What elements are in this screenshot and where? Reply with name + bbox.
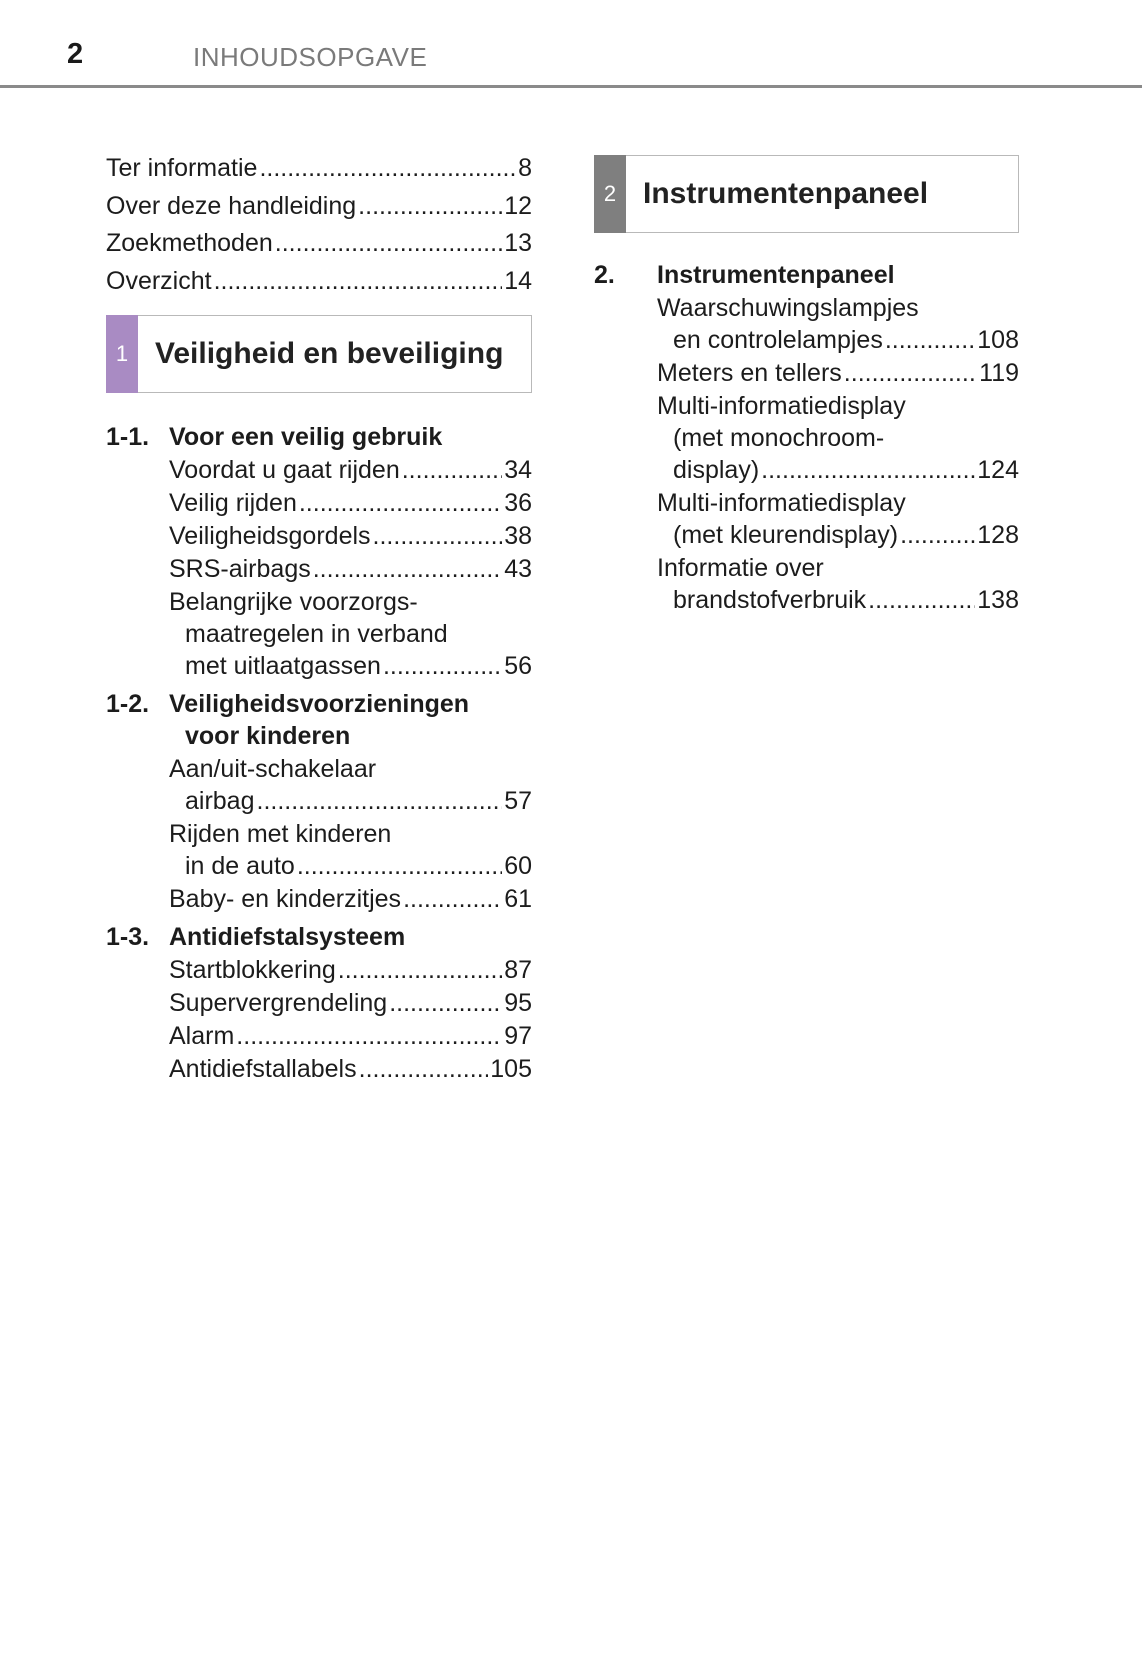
page-header [0, 0, 1142, 90]
toc-entry-line: Waarschuwingslampjes [657, 294, 919, 322]
toc-entry-title: Meters en tellers [657, 359, 842, 387]
toc-entry-title: Baby- en kinderzitjes [169, 885, 402, 913]
toc-entry-page: 87 [504, 956, 532, 984]
section-number: 2. [594, 261, 615, 289]
toc-entry[interactable] [657, 357, 1019, 389]
toc-entry[interactable] [106, 263, 532, 301]
dot-leader [402, 454, 502, 486]
toc-entry-title: en controlelampjes [673, 326, 883, 354]
section-heading[interactable] [594, 259, 1019, 291]
toc-entry-title: Overzicht [106, 266, 212, 295]
chapter-2 [594, 155, 1019, 616]
dot-leader [236, 1020, 502, 1052]
toc-entry[interactable] [106, 225, 532, 263]
dot-leader [359, 1053, 489, 1085]
chapter-header-box[interactable] [594, 155, 1019, 233]
toc-entry-line: Rijden met kinderen [169, 820, 392, 848]
chapter-header-box[interactable] [106, 315, 532, 393]
toc-entry-group [169, 883, 532, 915]
toc-entry-title: Ter informatie [106, 154, 258, 182]
left-column [106, 150, 532, 1085]
toc-entry-title: Zoekmethoden [106, 229, 273, 257]
toc-entry-group [169, 454, 532, 486]
toc-entry-group [169, 586, 532, 682]
toc-entry-line: maatregelen in verband [185, 620, 448, 648]
toc-entry-page: 119 [979, 359, 1019, 387]
toc-entry-title: met uitlaatgassen [185, 652, 381, 680]
toc-entry-title: Startblokkering [169, 956, 336, 984]
toc-entry-page: 108 [977, 326, 1019, 354]
toc-entry[interactable] [169, 1020, 532, 1052]
section-title-line: voor kinderen [185, 722, 351, 750]
dot-leader [297, 850, 502, 882]
toc-entry-title: airbag [185, 787, 255, 815]
toc-entry-page: 128 [977, 521, 1019, 549]
dot-leader [259, 150, 516, 188]
dot-leader [275, 225, 502, 263]
toc-entry-page: 97 [504, 1022, 532, 1050]
toc-entry-line: Aan/uit-schakelaar [169, 755, 377, 783]
toc-entry[interactable] [169, 883, 532, 915]
dot-leader [761, 454, 975, 486]
toc-entry-page: 105 [490, 1055, 532, 1083]
toc-entry[interactable] [169, 553, 532, 585]
dot-leader [885, 324, 975, 356]
section-number: 1-2. [106, 690, 150, 718]
toc-entry[interactable] [169, 850, 532, 882]
toc-entry-group [169, 487, 532, 519]
section-title-line: Voor een veilig gebruik [169, 423, 443, 451]
toc-entry-line: Multi-informatiedisplay [657, 489, 906, 517]
toc-entry-page: 61 [504, 885, 532, 913]
toc-entry-page: 13 [504, 229, 532, 257]
toc-entry-title: Veilig rijden [169, 489, 297, 517]
toc-entry-page: 36 [504, 489, 532, 517]
toc-entry[interactable] [657, 519, 1019, 551]
toc-entry-title: (met kleurendisplay) [673, 521, 899, 549]
dot-leader [844, 357, 977, 389]
section-title-line: Instrumentenpaneel [657, 261, 895, 289]
toc-entry-page: 12 [504, 191, 532, 220]
page-heading: INHOUDSOPGAVE [193, 42, 428, 72]
toc-entry-group [169, 818, 532, 882]
section-title-line: Veiligheidsvoorzieningen [169, 690, 470, 718]
dot-leader [358, 188, 502, 226]
toc-entry-group [657, 552, 1019, 616]
toc-entry[interactable] [657, 454, 1019, 486]
toc-entry-line: Multi-informatiedisplay [657, 392, 906, 420]
toc-entry-title: Veiligheidsgordels [169, 522, 371, 550]
section-title [169, 921, 532, 953]
toc-entry-group [657, 292, 1019, 356]
toc-entry[interactable] [657, 324, 1019, 356]
page-number: 2 [67, 38, 84, 70]
toc-entry-title: Voordat u gaat rijden [169, 456, 400, 484]
toc-entry-title: brandstofverbruik [673, 586, 867, 614]
toc-entry-group [169, 1053, 532, 1085]
dot-leader [389, 987, 502, 1019]
toc-entry[interactable] [169, 520, 532, 552]
toc-entry[interactable] [169, 1053, 532, 1085]
toc-entry-line: Belangrijke voorzorgs- [169, 588, 418, 616]
toc-entry-page: 8 [518, 154, 532, 182]
toc-entry-title: Antidiefstallabels [169, 1055, 357, 1083]
toc-entry[interactable] [106, 150, 532, 188]
dot-leader [383, 650, 502, 682]
dot-leader [299, 487, 502, 519]
dot-leader [373, 520, 503, 552]
toc-entry-title: in de auto [185, 852, 295, 880]
toc-entry-title: Alarm [169, 1022, 235, 1050]
toc-entry-group [657, 487, 1019, 551]
toc-entry-page: 57 [504, 787, 532, 815]
section-title [169, 421, 532, 453]
toc-entry[interactable] [169, 954, 532, 986]
toc-entry-page: 34 [504, 456, 532, 484]
chapter-title: Instrumentenpaneel [643, 177, 929, 210]
toc-entry-group [169, 987, 532, 1019]
toc-entry-group [169, 520, 532, 552]
toc-entry[interactable] [169, 650, 532, 682]
dot-leader [868, 584, 975, 616]
toc-entry[interactable] [657, 584, 1019, 616]
toc-entry-page: 95 [504, 989, 532, 1017]
toc-entry-group [169, 954, 532, 986]
section-title-line: Antidiefstalsysteem [169, 923, 406, 951]
toc-entry-title: display) [673, 456, 760, 484]
section-title [169, 688, 532, 752]
dot-leader [214, 263, 503, 301]
toc-entry-line: (met monochroom- [673, 424, 885, 452]
dot-leader [313, 553, 502, 585]
toc-entry-page: 60 [504, 852, 532, 880]
section-heading[interactable] [106, 688, 532, 752]
toc-entry-page: 14 [504, 266, 532, 295]
dot-leader [403, 883, 502, 915]
dot-leader [900, 519, 975, 551]
section-number: 1-3. [106, 923, 150, 951]
section-heading[interactable] [106, 421, 532, 453]
chapter-title: Veiligheid en beveiliging [155, 337, 504, 370]
toc-entry-group [169, 1020, 532, 1052]
toc-entry[interactable] [169, 487, 532, 519]
dot-leader [257, 785, 503, 817]
toc-entry-title: Supervergrendeling [169, 989, 388, 1017]
right-column [594, 155, 1019, 616]
toc-entry-page: 138 [977, 586, 1019, 614]
chapter-number-tab: 2 [594, 155, 626, 233]
toc-entry-title: SRS-airbags [169, 555, 311, 583]
toc-entry[interactable] [106, 188, 532, 226]
toc-entry[interactable] [169, 454, 532, 486]
toc-entry[interactable] [169, 785, 532, 817]
intro-entries [106, 150, 532, 300]
toc-entry-page: 124 [977, 456, 1019, 484]
toc-entry[interactable] [169, 987, 532, 1019]
toc-entry-page: 56 [504, 652, 532, 680]
toc-entry-group [169, 553, 532, 585]
dot-leader [338, 954, 502, 986]
toc-entry-page: 43 [504, 555, 532, 583]
chapter-number-tab: 1 [106, 315, 138, 393]
toc-entry-line: Informatie over [657, 554, 824, 582]
toc-entry-title: Over deze handleiding [106, 191, 357, 220]
header-divider [0, 85, 1142, 88]
section-heading[interactable] [106, 921, 532, 953]
chapter-1 [106, 315, 532, 1085]
toc-entry-page: 38 [504, 522, 532, 550]
section-number: 1-1. [106, 423, 150, 451]
toc-entry-group [657, 357, 1019, 389]
toc-entry-group [657, 390, 1019, 486]
toc-entry-group [169, 753, 532, 817]
section-title [657, 259, 1019, 291]
